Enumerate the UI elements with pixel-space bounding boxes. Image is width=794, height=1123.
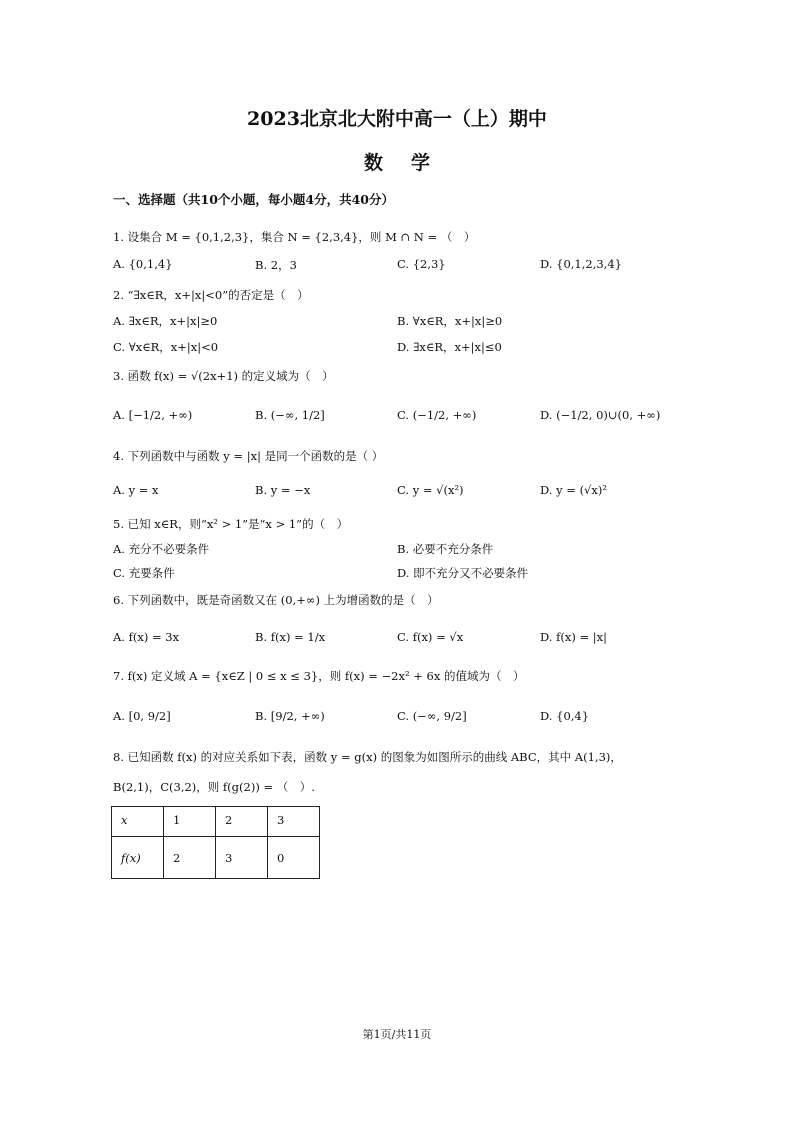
q6-option-b: B. f(x) = 1/x bbox=[255, 630, 326, 644]
table-cell: x bbox=[112, 807, 164, 837]
q5-option-c: C. 充要条件 bbox=[113, 566, 175, 580]
q5-option-b: B. 必要不充分条件 bbox=[397, 542, 494, 556]
table-cell: 3 bbox=[268, 807, 320, 837]
table-cell: 0 bbox=[268, 837, 320, 879]
page-footer: 第1页/共11页 bbox=[362, 1028, 432, 1041]
q3-option-b: B. (−∞, 1/2] bbox=[255, 408, 325, 422]
q3-option-c: C. (−1/2, +∞) bbox=[397, 408, 477, 422]
table-cell: 1 bbox=[164, 807, 216, 837]
q6-option-c: C. f(x) = √x bbox=[397, 630, 464, 644]
function-table bbox=[111, 806, 320, 879]
q2-option-b: B. ∀x∈R，x+|x|≥0 bbox=[397, 314, 503, 328]
subject-title: 数学 bbox=[363, 152, 458, 174]
q7-option-b: B. [9/2, +∞) bbox=[255, 709, 325, 723]
table-cell: 3 bbox=[216, 837, 268, 879]
question-6-stem: 6. 下列函数中，既是奇函数又在 (0,+∞) 上为增函数的是（ ） bbox=[113, 593, 439, 607]
page-title: 2023北京北大附中高一（上）期中 bbox=[247, 108, 547, 130]
table-cell: 2 bbox=[164, 837, 216, 879]
q3-option-a: A. [−1/2, +∞) bbox=[113, 408, 193, 422]
q4-option-a: A. y = x bbox=[113, 483, 159, 497]
question-1-stem: 1. 设集合 M = {0,1,2,3}，集合 N = {2,3,4}，则 M ∩ N = （ ） bbox=[113, 230, 476, 244]
table-row bbox=[112, 837, 320, 879]
q2-option-a: A. ∃x∈R，x+|x|≥0 bbox=[113, 314, 218, 328]
q7-option-a: A. [0, 9/2] bbox=[113, 709, 171, 723]
table-cell: 2 bbox=[216, 807, 268, 837]
q2-option-d: D. ∃x∈R，x+|x|≤0 bbox=[397, 340, 502, 354]
q5-option-d: D. 即不充分又不必要条件 bbox=[397, 566, 529, 580]
question-2-stem: 2. “∃x∈R，x+|x|<0”的否定是（ ） bbox=[113, 288, 309, 302]
question-8-stem-line2: B(2,1)，C(3,2)，则 f(g(2)) = （ ）. bbox=[113, 780, 315, 794]
q1-option-d: D. {0,1,2,3,4} bbox=[540, 257, 622, 271]
section-heading: 一、选择题（共10个小题，每小题4分，共40分） bbox=[113, 192, 394, 207]
q1-option-a: A. {0,1,4} bbox=[113, 257, 173, 271]
q5-option-a: A. 充分不必要条件 bbox=[113, 542, 210, 556]
question-8-stem-line1: 8. 已知函数 f(x) 的对应关系如下表，函数 y = g(x) 的图象为如图所示的曲线 ABC，其中 A(1,3)， bbox=[113, 750, 622, 764]
q4-option-d: D. y = (√x)² bbox=[540, 483, 607, 497]
table-cell: f(x) bbox=[112, 837, 164, 879]
q1-option-b: B. 2，3 bbox=[255, 258, 297, 272]
q4-option-c: C. y = √(x²) bbox=[397, 483, 464, 497]
table-row bbox=[112, 807, 320, 837]
question-5-stem: 5. 已知 x∈R，则“x² > 1”是“x > 1”的（ ） bbox=[113, 517, 349, 531]
q6-option-a: A. f(x) = 3x bbox=[113, 630, 180, 644]
question-7-stem: 7. f(x) 定义域 A = {x∈Z | 0 ≤ x ≤ 3}，则 f(x) = −2x² + 6x 的值域为（ ） bbox=[113, 669, 525, 683]
q2-option-c: C. ∀x∈R，x+|x|<0 bbox=[113, 340, 219, 354]
q3-option-d: D. (−1/2, 0)∪(0, +∞) bbox=[540, 408, 661, 422]
q4-option-b: B. y = −x bbox=[255, 483, 311, 497]
question-4-stem: 4. 下列函数中与函数 y = |x| 是同一个函数的是（ ） bbox=[113, 449, 384, 463]
q7-option-c: C. (−∞, 9/2] bbox=[397, 709, 467, 723]
q6-option-d: D. f(x) = |x| bbox=[540, 630, 608, 644]
q7-option-d: D. {0,4} bbox=[540, 709, 590, 723]
question-3-stem: 3. 函数 f(x) = √(2x+1) 的定义域为（ ） bbox=[113, 369, 334, 383]
q1-option-c: C. {2,3} bbox=[397, 257, 446, 271]
